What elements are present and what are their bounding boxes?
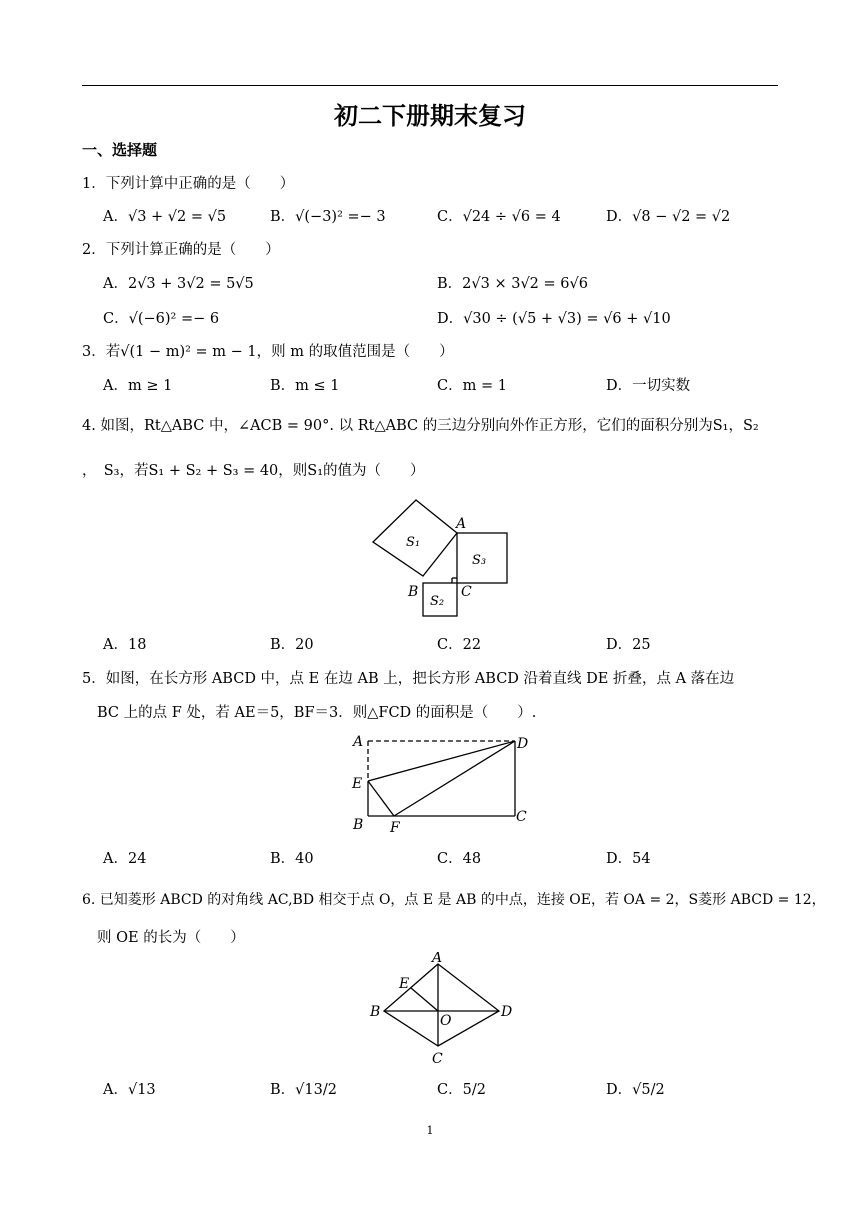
label-s2: S₂ (430, 594, 445, 609)
label-a: A (456, 516, 467, 532)
label-a: A (432, 952, 443, 966)
question-1-option-d: D．√8 − √2 = √2 (606, 209, 731, 225)
question-4-option-a: A．18 (103, 637, 147, 653)
header-rule (82, 85, 778, 86)
label-e: E (399, 976, 410, 992)
question-3-option-c: C．m = 1 (437, 378, 507, 394)
label-b: B (353, 817, 364, 833)
question-6-option-b: B．√13/2 (270, 1082, 337, 1098)
section-heading: 一、选择题 (82, 141, 158, 159)
question-6-stem-line-2: 则 OE 的长为（ ） (97, 930, 245, 946)
question-5-stem-line-1: 5．如图，在长方形 ABCD 中，点 E 在边 AB 上，把长方形 ABCD 沿着直线 DE 折叠，点 A 落在边 (82, 671, 735, 687)
question-6-option-d: D．√5/2 (606, 1082, 665, 1098)
question-4-stem-line-1: 4. 如图，Rt△ABC 中，∠ACB = 90°. 以 Rt△ABC 的三边分别向外作正方形，它们的面积分别为S₁，S₂ (82, 418, 759, 434)
segment-fd (394, 741, 515, 816)
label-s3: S₃ (472, 553, 487, 568)
page-title: 初二下册期末复习 (334, 102, 526, 130)
label-c: C (461, 584, 472, 600)
question-3-option-b: B．m ≤ 1 (270, 378, 340, 394)
page-number: 1 (426, 1124, 434, 1137)
question-1-option-b: B．√(−3)² =− 3 (270, 209, 386, 225)
segment-oe (411, 988, 438, 1011)
label-e: E (352, 776, 363, 792)
label-s1: S₁ (406, 535, 421, 550)
question-3-option-d: D．一切实数 (606, 378, 691, 394)
segment-ed (368, 741, 515, 781)
question-2-option-b: B．2√3 × 3√2 = 6√6 (437, 276, 588, 292)
question-6-stem-line-1: 6. 已知菱形 ABCD 的对角线 AC,BD 相交于点 O，点 E 是 AB 的中点，连接 OE，若 OA = 2，S菱形 ABCD = 12， (82, 892, 826, 908)
question-5-option-a: A．24 (103, 851, 147, 867)
label-d: D (517, 736, 529, 752)
question-4-figure (368, 496, 514, 622)
label-b: B (370, 1004, 381, 1020)
label-a: A (353, 734, 364, 750)
question-6-option-c: C．5/2 (437, 1082, 486, 1098)
question-4-option-d: D．25 (606, 637, 651, 653)
segment-ef (368, 781, 394, 816)
question-4-stem-line-2: ， S₃，若S₁ + S₂ + S₃ = 40，则S₁的值为（ ） (82, 463, 425, 479)
question-5-figure (348, 728, 538, 838)
question-4-option-c: C．22 (437, 637, 482, 653)
question-2-option-d: D．√30 ÷ (√5 + √3) = √6 + √10 (437, 311, 671, 327)
label-c: C (516, 809, 527, 825)
label-b: B (408, 584, 419, 600)
label-f: F (390, 820, 400, 836)
question-3-option-a: A．m ≥ 1 (103, 378, 173, 394)
question-6-figure (366, 952, 516, 1068)
question-5-option-c: C．48 (437, 851, 482, 867)
question-6-option-a: A．√13 (103, 1082, 156, 1098)
question-1-option-c: C．√24 ÷ √6 = 4 (437, 209, 561, 225)
label-d: D (501, 1004, 513, 1020)
question-4-option-b: B．20 (270, 637, 314, 653)
question-2-stem: 2．下列计算正确的是（ ） (82, 242, 280, 258)
question-3-stem: 3．若√(1 − m)² = m − 1，则 m 的取值范围是（ ） (82, 344, 454, 360)
question-1-stem: 1．下列计算中正确的是（ ） (82, 176, 295, 192)
question-2-option-c: C．√(−6)² =− 6 (103, 311, 220, 327)
label-o: O (440, 1013, 452, 1029)
question-2-option-a: A．2√3 + 3√2 = 5√5 (103, 276, 254, 292)
question-5-option-b: B．40 (270, 851, 314, 867)
question-1-option-a: A．√3 + √2 = √5 (103, 209, 227, 225)
label-c: C (432, 1051, 443, 1067)
question-5-option-d: D．54 (606, 851, 651, 867)
question-5-stem-line-2: BC 上的点 F 处，若 AE＝5，BF＝3．则△FCD 的面积是（ ）. (97, 705, 537, 721)
